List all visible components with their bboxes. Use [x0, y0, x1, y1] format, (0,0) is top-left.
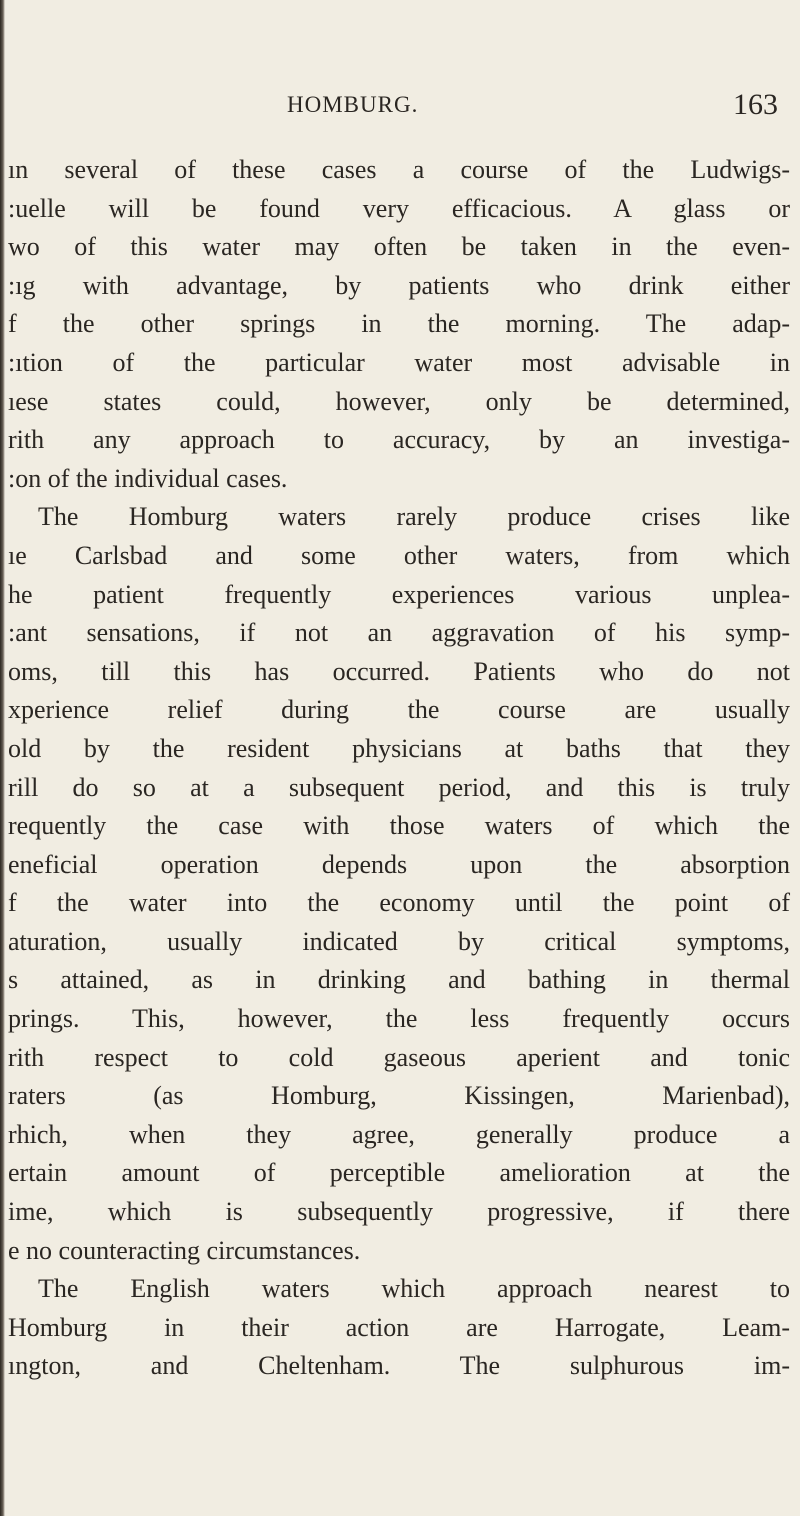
text-line: ertain amount of perceptible amelioration at the [8, 1158, 790, 1188]
text-line: e no counteracting circumstances. [8, 1235, 361, 1265]
text-line: ıngton, and Cheltenham. The sulphurous im- [8, 1351, 790, 1381]
page-header [0, 88, 800, 132]
text-line: s attained, as in drinking and bathing in thermal [8, 965, 790, 995]
text-line: :ıtion of the particular water most advisable in [8, 347, 790, 377]
text-line: oms, till this has occurred. Patients who do not [8, 656, 790, 686]
page-number: 163 [733, 88, 778, 121]
page-binding-edge [0, 0, 5, 1516]
text-line: rith any approach to accuracy, by an investiga- [8, 425, 790, 455]
text-line: prings. This, however, the less frequently occurs [8, 1004, 790, 1034]
text-line: f the other springs in the morning. The adap- [8, 309, 790, 339]
text-line: The Homburg waters rarely produce crises like [38, 502, 790, 532]
text-line: wo of this water may often be taken in the even- [8, 232, 790, 262]
text-line: ime, which is subsequently progressive, if there [8, 1197, 790, 1227]
text-line: :on of the individual cases. [8, 463, 288, 493]
text-line: rill do so at a subsequent period, and this is truly [8, 772, 790, 802]
text-line: f the water into the economy until the point of [8, 888, 790, 918]
text-line: aturation, usually indicated by critical symptoms, [8, 926, 790, 956]
body-text [8, 151, 790, 1386]
text-line: rith respect to cold gaseous aperient and tonic [8, 1042, 790, 1072]
text-line: xperience relief during the course are usually [8, 695, 790, 725]
text-line: Homburg in their action are Harrogate, Leam- [8, 1312, 790, 1342]
text-line: old by the resident physicians at baths that they [8, 733, 790, 763]
running-head: HOMBURG. [287, 92, 419, 117]
text-line: he patient frequently experiences various unplea- [8, 579, 790, 609]
text-line: The English waters which approach nearest to [38, 1274, 790, 1304]
text-line: ın several of these cases a course of the Ludwigs- [8, 155, 790, 184]
text-line: rhich, when they agree, generally produce a [8, 1119, 790, 1149]
text-line: requently the case with those waters of which the [8, 811, 790, 841]
text-line: :ıg with advantage, by patients who drink either [8, 270, 790, 300]
text-line: eneficial operation depends upon the absorption [8, 849, 790, 879]
text-line: ıese states could, however, only be determined, [8, 386, 790, 416]
text-line: raters (as Homburg, Kissingen, Marienbad), [8, 1081, 790, 1111]
text-line: ıe Carlsbad and some other waters, from which [8, 540, 790, 570]
text-line: :ant sensations, if not an aggravation of his symp- [8, 618, 790, 648]
text-line: :uelle will be found very efficacious. A glass or [8, 193, 790, 223]
